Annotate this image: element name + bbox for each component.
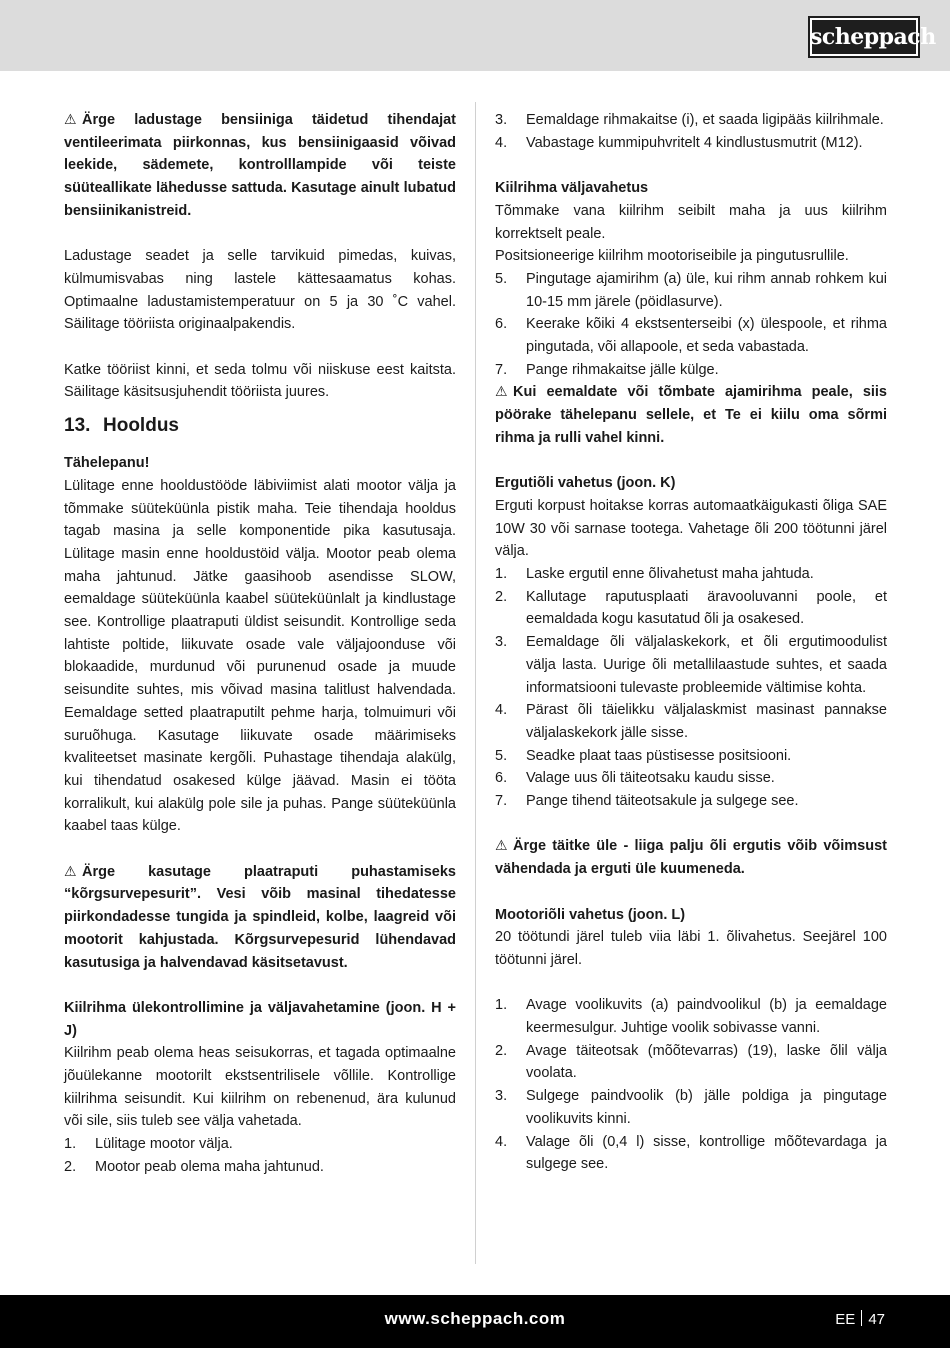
list-item-text: Keerake kõiki 4 ekstsenterseibi (x) ülespoole, et rihma pingutada, või allapoole, et seda vabastada. bbox=[526, 316, 887, 356]
header-bar bbox=[0, 0, 950, 71]
warning-triangle-icon: ⚠ bbox=[495, 384, 508, 401]
list-item-text: Pärast õli täielikku väljalaskmist masinast pannakse väljalaskekork jälle sisse. bbox=[526, 702, 887, 741]
list-item bbox=[495, 313, 887, 358]
warning-triangle-icon: ⚠ bbox=[64, 112, 77, 128]
list-item-number: 6. bbox=[495, 770, 508, 787]
list-item bbox=[495, 745, 887, 768]
list-item-number: 2. bbox=[495, 588, 508, 605]
warning-overfill-text: Ärge täitke üle - liiga palju õli ergutis võib võimsust vähendada ja erguti üle kuumeneda. bbox=[495, 838, 887, 878]
list-item-text: Avage täiteotsak (mõõtevarras) (19), laske õlil välja voolata. bbox=[526, 1042, 887, 1082]
belt-check-heading: Kiilrihma ülekontrollimine ja väljavahetamine (joon. H + J) bbox=[64, 999, 456, 1039]
section-heading bbox=[64, 404, 456, 452]
belt-replace-heading: Kiilrihma väljavahetus bbox=[495, 180, 649, 197]
belt-steps-cont-list bbox=[495, 109, 887, 154]
footer-bar bbox=[0, 1295, 950, 1348]
list-item bbox=[495, 563, 887, 586]
warning-storage-paragraph bbox=[64, 109, 456, 223]
spacer bbox=[495, 154, 887, 177]
spacer bbox=[495, 813, 887, 836]
spacer bbox=[495, 881, 887, 904]
list-item-text: Laske ergutil enne õlivahetust maha jahtuda. bbox=[526, 566, 814, 583]
engine-oil-steps-list bbox=[495, 994, 887, 1176]
list-item-text: Pange rihmakaitse jälle külge. bbox=[526, 361, 719, 378]
engine-oil-heading: Mootoriõli vahetus (joon. L) bbox=[495, 906, 686, 923]
list-item bbox=[495, 1040, 887, 1085]
list-item-number: 1. bbox=[495, 997, 508, 1014]
list-item-number: 2. bbox=[64, 1158, 77, 1175]
list-item-number: 4. bbox=[495, 134, 508, 151]
list-item bbox=[495, 132, 887, 155]
page-separator bbox=[861, 1310, 862, 1326]
spacer bbox=[64, 974, 456, 997]
cover-paragraph: Katke tööriist kinni, et seda tolmu või niiskuse eest kaitsta. Säilitage käsitsusjuhendit tööriista juures. bbox=[64, 361, 456, 401]
list-item-text: Seadke plaat taas püstisesse positsiooni. bbox=[526, 747, 792, 764]
exciter-steps-list bbox=[495, 563, 887, 813]
belt-check-paragraph: Kiilrihm peab olema heas seisukorras, et tagada optimaalne jõuülekanne mootorilt ekstsentrilisele võllile. Kontrollige kiilrihma seisundit. Kui kiilrihm on rebenenud, ära kulunud või sile, siis tuleb see välja vahetada. bbox=[64, 1045, 456, 1130]
warning-pressure-text: Ärge kasutage plaatraputi puhastamiseks “kõrgsurvepesurit”. Vesi võib masinal tihedatesse piirkondadesse tungida ja spindleid, kolbe, laagreid või mootorit kahjustada. Kõrgsurvepesurid lühendavad kasutusiga ja halvendavad käsitsetavust. bbox=[64, 863, 456, 971]
list-item-text: Pange tihend täiteotsakule ja sulgege see. bbox=[526, 793, 799, 810]
list-item bbox=[495, 268, 887, 313]
list-item-text: Eemaldage õli väljalaskekork, et õli ergutimoodulist välja lasta. Uurige õli metallilaastude suhtes, et saada informatsiooni tulevaste probleemide vältimise kohta. bbox=[526, 634, 887, 696]
left-column bbox=[64, 109, 456, 1179]
belt-replace-paragraph-2: Positsioneerige kiilrihm mootoriseibile ja pingutusrullile. bbox=[495, 248, 849, 265]
list-item-number: 4. bbox=[495, 1133, 508, 1150]
warning-triangle-icon: ⚠ bbox=[495, 838, 508, 855]
list-item-text: Mootor peab olema maha jahtunud. bbox=[95, 1158, 324, 1175]
spacer bbox=[64, 336, 456, 359]
list-item-number: 5. bbox=[495, 270, 508, 287]
right-column bbox=[495, 109, 887, 1176]
belt-steps-list bbox=[64, 1133, 456, 1178]
list-item-text: Pingutage ajamirihm (a) üle, kui rihm annab rohkem kui 10-15 mm järele (pöidlasurve). bbox=[526, 270, 887, 310]
list-item-text: Vabastage kummipuhvritelt 4 kindlustusmutrit (M12). bbox=[526, 134, 863, 151]
list-item-number: 4. bbox=[495, 702, 508, 719]
list-item-number: 1. bbox=[495, 566, 508, 583]
list-item bbox=[495, 631, 887, 699]
maintenance-paragraph: Lülitage enne hooldustööde läbiviimist alati mootor välja ja tõmmake süüteküünla pistik maha. Teie tihendaja hooldus tagab masina ja selle komponentide pika kasutusaja. Lülitage masin enne hooldustöid välja. Mootor peab olema maha jahtunud. Jätke gaasihoob asendisse SLOW, eemaldage süüteküünla kaabel süüteküünlalt ja kindlustage see. Kontrollige plaatraputi üldist seisundit. Kontrollige seda lahtiste poltide, liikuvate osade vale väljajoonduse või blokaadide, murdunud või purunenud osade ja muude seisundite suhtes, mis võivad masina talitlust halvendada. Eemaldage setted plaatraputilt pehme harja, tolmuimuri või suruõhuga. Kasutage liikuvate osade määrimiseks kvaliteetset masinate kergõli. Puhastage tihendaja alakülg, kui tihendatud osakesed külge jäävad. Masin ei tööta korralikult, kui alakülg pole sile ja puhas. Pange süüteküünla kaabel taas külge. bbox=[64, 477, 456, 835]
list-item-text: Valage õli (0,4 l) sisse, kontrollige mõõtevardaga ja sulgege see. bbox=[526, 1133, 887, 1173]
page-indicator bbox=[835, 1310, 885, 1328]
list-item-number: 3. bbox=[495, 1088, 508, 1105]
list-item-number: 3. bbox=[495, 634, 508, 651]
list-item-text: Sulgege paindvoolik (b) jälle poldiga ja pingutage voolikuvits kinni. bbox=[526, 1088, 887, 1127]
warning-triangle-icon: ⚠ bbox=[64, 863, 77, 880]
page-number: 47 bbox=[868, 1311, 885, 1328]
list-item-text: Lülitage mootor välja. bbox=[95, 1136, 233, 1153]
column-divider bbox=[475, 102, 476, 1264]
list-item bbox=[495, 359, 887, 382]
warning-belt-text: Kui eemaldate või tõmbate ajamirihma peale, siis pöörake tähelepanu sellele, et Te ei kiilu oma sõrmi rihma ja rulli vahel kinni. bbox=[495, 384, 887, 446]
warning-belt-paragraph bbox=[495, 381, 887, 449]
spacer bbox=[64, 223, 456, 246]
list-item-number: 2. bbox=[495, 1042, 508, 1059]
list-item-number: 7. bbox=[495, 361, 508, 378]
exciter-oil-paragraph: Erguti korpust hoitakse korras automaatkäigukasti õliga SAE 10W 30 või sarnase tootega. Vahetage õli 200 töötunni järel välja. bbox=[495, 497, 887, 560]
spacer bbox=[495, 972, 887, 995]
list-item bbox=[495, 1131, 887, 1176]
spacer bbox=[495, 450, 887, 473]
list-item-text: Kallutage raputusplaati äravooluvanni poole, et eemaldada kogu kasutatud õli ja osakesed. bbox=[526, 588, 887, 628]
list-item bbox=[495, 994, 887, 1039]
list-item-number: 1. bbox=[64, 1136, 77, 1153]
belt-replace-steps-list bbox=[495, 268, 887, 382]
section-number: 13. bbox=[64, 415, 91, 437]
section-title: Hooldus bbox=[103, 415, 179, 437]
list-item bbox=[495, 790, 887, 813]
list-item bbox=[495, 1085, 887, 1130]
warning-storage-text: Ärge ladustage bensiiniga täidetud tihendajat ventileerimata piirkonnas, kus bensiinigaasid võivad leekide, sädemete, kontrolllampide või teiste süüteallikate lähedusse sattuda. Kasutage ainult lubatud bensiinikanistreid. bbox=[64, 112, 456, 219]
list-item-text: Eemaldage rihmakaitse (i), et saada ligipääs kiilrihmale. bbox=[526, 112, 884, 128]
footer-url-link[interactable]: www.scheppach.com bbox=[384, 1309, 566, 1328]
attention-heading: Tähelepanu! bbox=[64, 455, 150, 472]
list-item bbox=[495, 586, 887, 631]
list-item-number: 3. bbox=[495, 112, 508, 128]
list-item bbox=[64, 1133, 456, 1156]
language-code: EE bbox=[835, 1311, 856, 1328]
warning-pressure-paragraph bbox=[64, 861, 456, 975]
list-item bbox=[495, 109, 887, 132]
engine-oil-paragraph: 20 töötundi järel tuleb viia läbi 1. õlivahetus. Seejärel 100 töötunni järel. bbox=[495, 929, 887, 968]
list-item-text: Valage uus õli täiteotsaku kaudu sisse. bbox=[526, 770, 775, 787]
list-item-number: 7. bbox=[495, 793, 508, 810]
list-item-number: 5. bbox=[495, 747, 508, 764]
belt-replace-paragraph-1: Tõmmake vana kiilrihm seibilt maha ja uus kiilrihm korrektselt peale. bbox=[495, 202, 887, 242]
warning-overfill-paragraph bbox=[495, 835, 887, 880]
spacer bbox=[64, 838, 456, 861]
storage-paragraph: Ladustage seadet ja selle tarvikuid pimedas, kuivas, külmumisvabas ning lastele kättesaamatus kohas. Optimaalne ladustamistemperatuur on 5 ja 30 ˚C vahel. Säilitage tööriista originaalpakendis. bbox=[64, 248, 456, 333]
list-item-number: 6. bbox=[495, 316, 508, 333]
list-item bbox=[495, 767, 887, 790]
list-item-text: Avage voolikuvits (a) paindvoolikul (b) ja eemaldage keermesulgur. Juhtige voolik sobivasse vanni. bbox=[526, 997, 887, 1037]
list-item bbox=[495, 699, 887, 744]
exciter-oil-heading: Ergutiõli vahetus (joon. K) bbox=[495, 475, 676, 492]
brand-logo: scheppach bbox=[810, 18, 918, 56]
list-item bbox=[64, 1156, 456, 1179]
